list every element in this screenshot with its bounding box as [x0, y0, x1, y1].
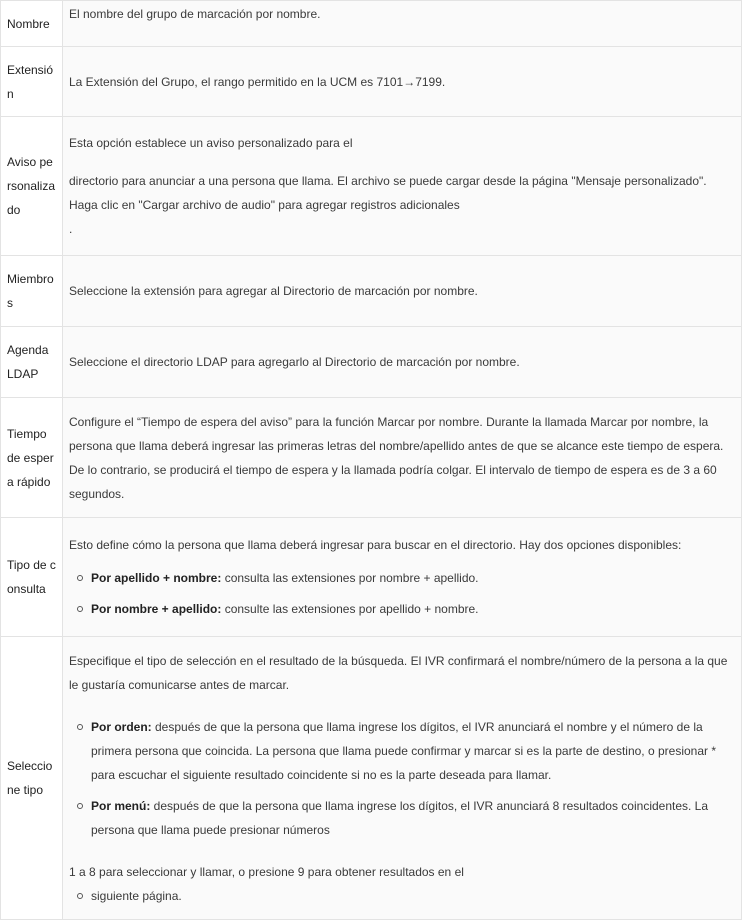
- desc-text: Seleccione el directorio LDAP para agregarlo al Directorio de marcación por nombre.: [69, 355, 520, 369]
- option-text: consulta las extensiones por nombre + apellido.: [221, 571, 479, 585]
- desc-line-1: Esta opción establece un aviso personalizado para el: [69, 136, 353, 150]
- table-row-tiempo: [1, 398, 742, 518]
- option-text: consulte las extensiones por apellido + nombre.: [221, 602, 479, 616]
- option-text: después de que la persona que llama ingrese los dígitos, el IVR anunciará 8 resultados coincidentes. La persona que llama puede presionar números: [91, 798, 709, 837]
- row-desc-seleccione-tipo: [63, 637, 742, 920]
- list-item: [91, 794, 735, 842]
- desc-after-list: 1 a 8 para seleccionar y llamar, o presione 9 para obtener resultados en el: [69, 864, 464, 879]
- desc-text: Seleccione la extensión para agregar al Directorio de marcación por nombre.: [69, 284, 478, 298]
- table-row-seleccione-tipo: [1, 637, 742, 920]
- row-label-nombre: Nombre: [1, 1, 63, 47]
- row-desc-miembros: [63, 256, 742, 327]
- list-item: [91, 597, 735, 621]
- option-list: [69, 566, 735, 621]
- row-label-tipo-consulta: Tipo de consulta: [1, 518, 63, 637]
- row-label-miembros: Miembros: [1, 256, 63, 327]
- row-label-extension: Extensión: [1, 47, 63, 117]
- row-label-ldap: Agenda LDAP: [1, 327, 63, 398]
- option-title: Por menú:: [91, 798, 151, 813]
- option-text: después de que la persona que llama ingrese los dígitos, el IVR anunciará el nombre y el número de la primera persona que coincida. La persona que llama puede confirmar y marcar si es la parte de destino, o presionar * para escuchar el siguiente resultado coincidente si no es la parte deseada para llamar.: [91, 719, 717, 782]
- list-item: [91, 715, 735, 787]
- desc-line-3: .: [69, 222, 73, 236]
- option-list: [69, 715, 735, 842]
- row-desc-ldap: [63, 327, 742, 398]
- desc-intro: Especifique el tipo de selección en el resultado de la búsqueda. El IVR confirmará el nombre/número de la persona a la que le gustaría comunicarse antes de marcar.: [69, 653, 728, 692]
- desc-intro: Esto define cómo la persona que llama deberá ingresar para buscar en el directorio. Hay dos opciones disponibles:: [69, 538, 682, 552]
- row-desc-extension: [63, 47, 742, 117]
- table-row-extension: [1, 47, 742, 117]
- desc-text: El nombre del grupo de marcación por nombre.: [69, 7, 321, 21]
- table-row-nombre: [1, 1, 742, 47]
- table-row-ldap: [1, 327, 742, 398]
- row-desc-tipo-consulta: [63, 518, 742, 637]
- option-list-continued: [69, 884, 735, 908]
- row-desc-nombre: [63, 1, 742, 47]
- desc-line-2: directorio para anunciar a una persona que llama. El archivo se puede cargar desde la página "Mensaje personalizado". Haga clic en "Cargar archivo de audio" para agregar registros adicionales: [69, 174, 707, 212]
- row-desc-aviso: [63, 117, 742, 256]
- table-row-aviso: [1, 117, 742, 256]
- row-label-aviso: Aviso personalizado: [1, 117, 63, 256]
- option-title: Por orden:: [91, 719, 152, 734]
- list-item: siguiente página.: [91, 884, 735, 908]
- desc-text: La Extensión del Grupo, el rango permitido en la UCM es 7101→7199.: [69, 74, 446, 89]
- table-row-miembros: [1, 256, 742, 327]
- row-desc-tiempo: [63, 398, 742, 518]
- option-title: Por apellido + nombre:: [91, 571, 222, 585]
- option-title: Por nombre + apellido:: [91, 602, 222, 616]
- desc-text: Configure el “Tiempo de espera del aviso” para la función Marcar por nombre. Durante la llamada Marcar por nombre, la persona que llama deberá ingresar las primeras letras del nombre/apellido antes de que se alcance este tiempo de espera. De lo contrario, se producirá el tiempo de espera y la llamada podría colgar. El intervalo de tiempo de espera es de 3 a 60 segundos.: [69, 414, 724, 501]
- table-row-tipo-consulta: [1, 518, 742, 637]
- list-item: [91, 566, 735, 590]
- row-label-seleccione-tipo: Seleccione tipo: [1, 637, 63, 920]
- row-label-tiempo: Tiempo de espera rápido: [1, 398, 63, 518]
